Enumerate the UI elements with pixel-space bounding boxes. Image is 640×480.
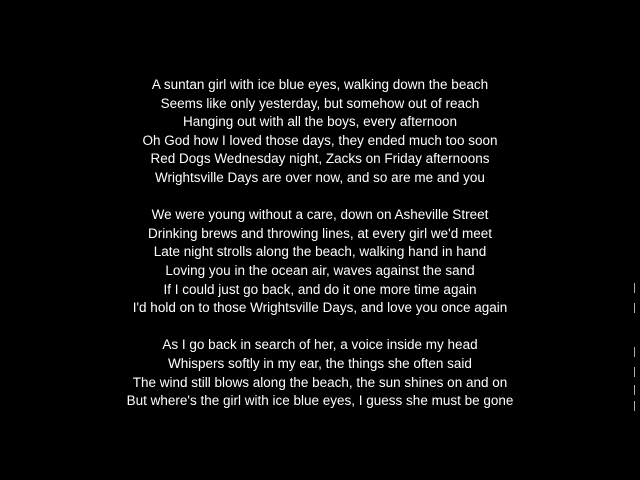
lyric-line: Whispers softly in my ear, the things she often said: [168, 355, 472, 371]
lyric-line: As I go back in search of her, a voice inside my head: [162, 337, 478, 353]
lyrics-text: [0, 76, 640, 429]
lyrics-stanza-3: [0, 336, 640, 410]
edge-artifact-marks: [634, 283, 640, 413]
lyric-line: Drinking brews and throwing lines, at every girl we'd meet: [148, 225, 492, 241]
edge-artifact-mark: [634, 401, 640, 411]
lyric-line: A suntan girl with ice blue eyes, walking down the beach: [151, 77, 489, 92]
lyric-line: But where's the girl with ice blue eyes, I guess she must be gone: [126, 393, 514, 409]
lyric-line: Late night strolls along the beach, walking hand in hand: [153, 244, 487, 260]
lyrics-stanza-1: [0, 76, 640, 188]
edge-artifact-mark: [634, 347, 640, 357]
lyric-line: Oh God how I loved those days, they ended much too soon: [142, 132, 498, 148]
lyric-line: Wrightsville Days are over now, and so are me and you: [155, 169, 485, 185]
lyric-line: Red Dogs Wednesday night, Zacks on Friday afternoons: [150, 151, 490, 167]
edge-artifact-mark: [634, 283, 640, 293]
edge-artifact-mark: [634, 303, 640, 313]
lyrics-stanza-2: [0, 206, 640, 318]
lyric-line: Loving you in the ocean air, waves against the sand: [165, 262, 475, 278]
lyric-line: I'd hold on to those Wrightsville Days, and love you once again: [132, 300, 508, 316]
lyric-line: If I could just go back, and do it one more time again: [163, 281, 477, 297]
lyric-line: Hanging out with all the boys, every afternoon: [183, 114, 457, 130]
lyric-line: The wind still blows along the beach, the sun shines on and on: [132, 374, 508, 390]
edge-artifact-mark: [634, 385, 640, 395]
lyric-line: We were young without a care, down on Asheville Street: [151, 207, 489, 223]
lyric-line: Seems like only yesterday, but somehow out of reach: [160, 95, 480, 111]
edge-artifact-mark: [634, 367, 640, 377]
